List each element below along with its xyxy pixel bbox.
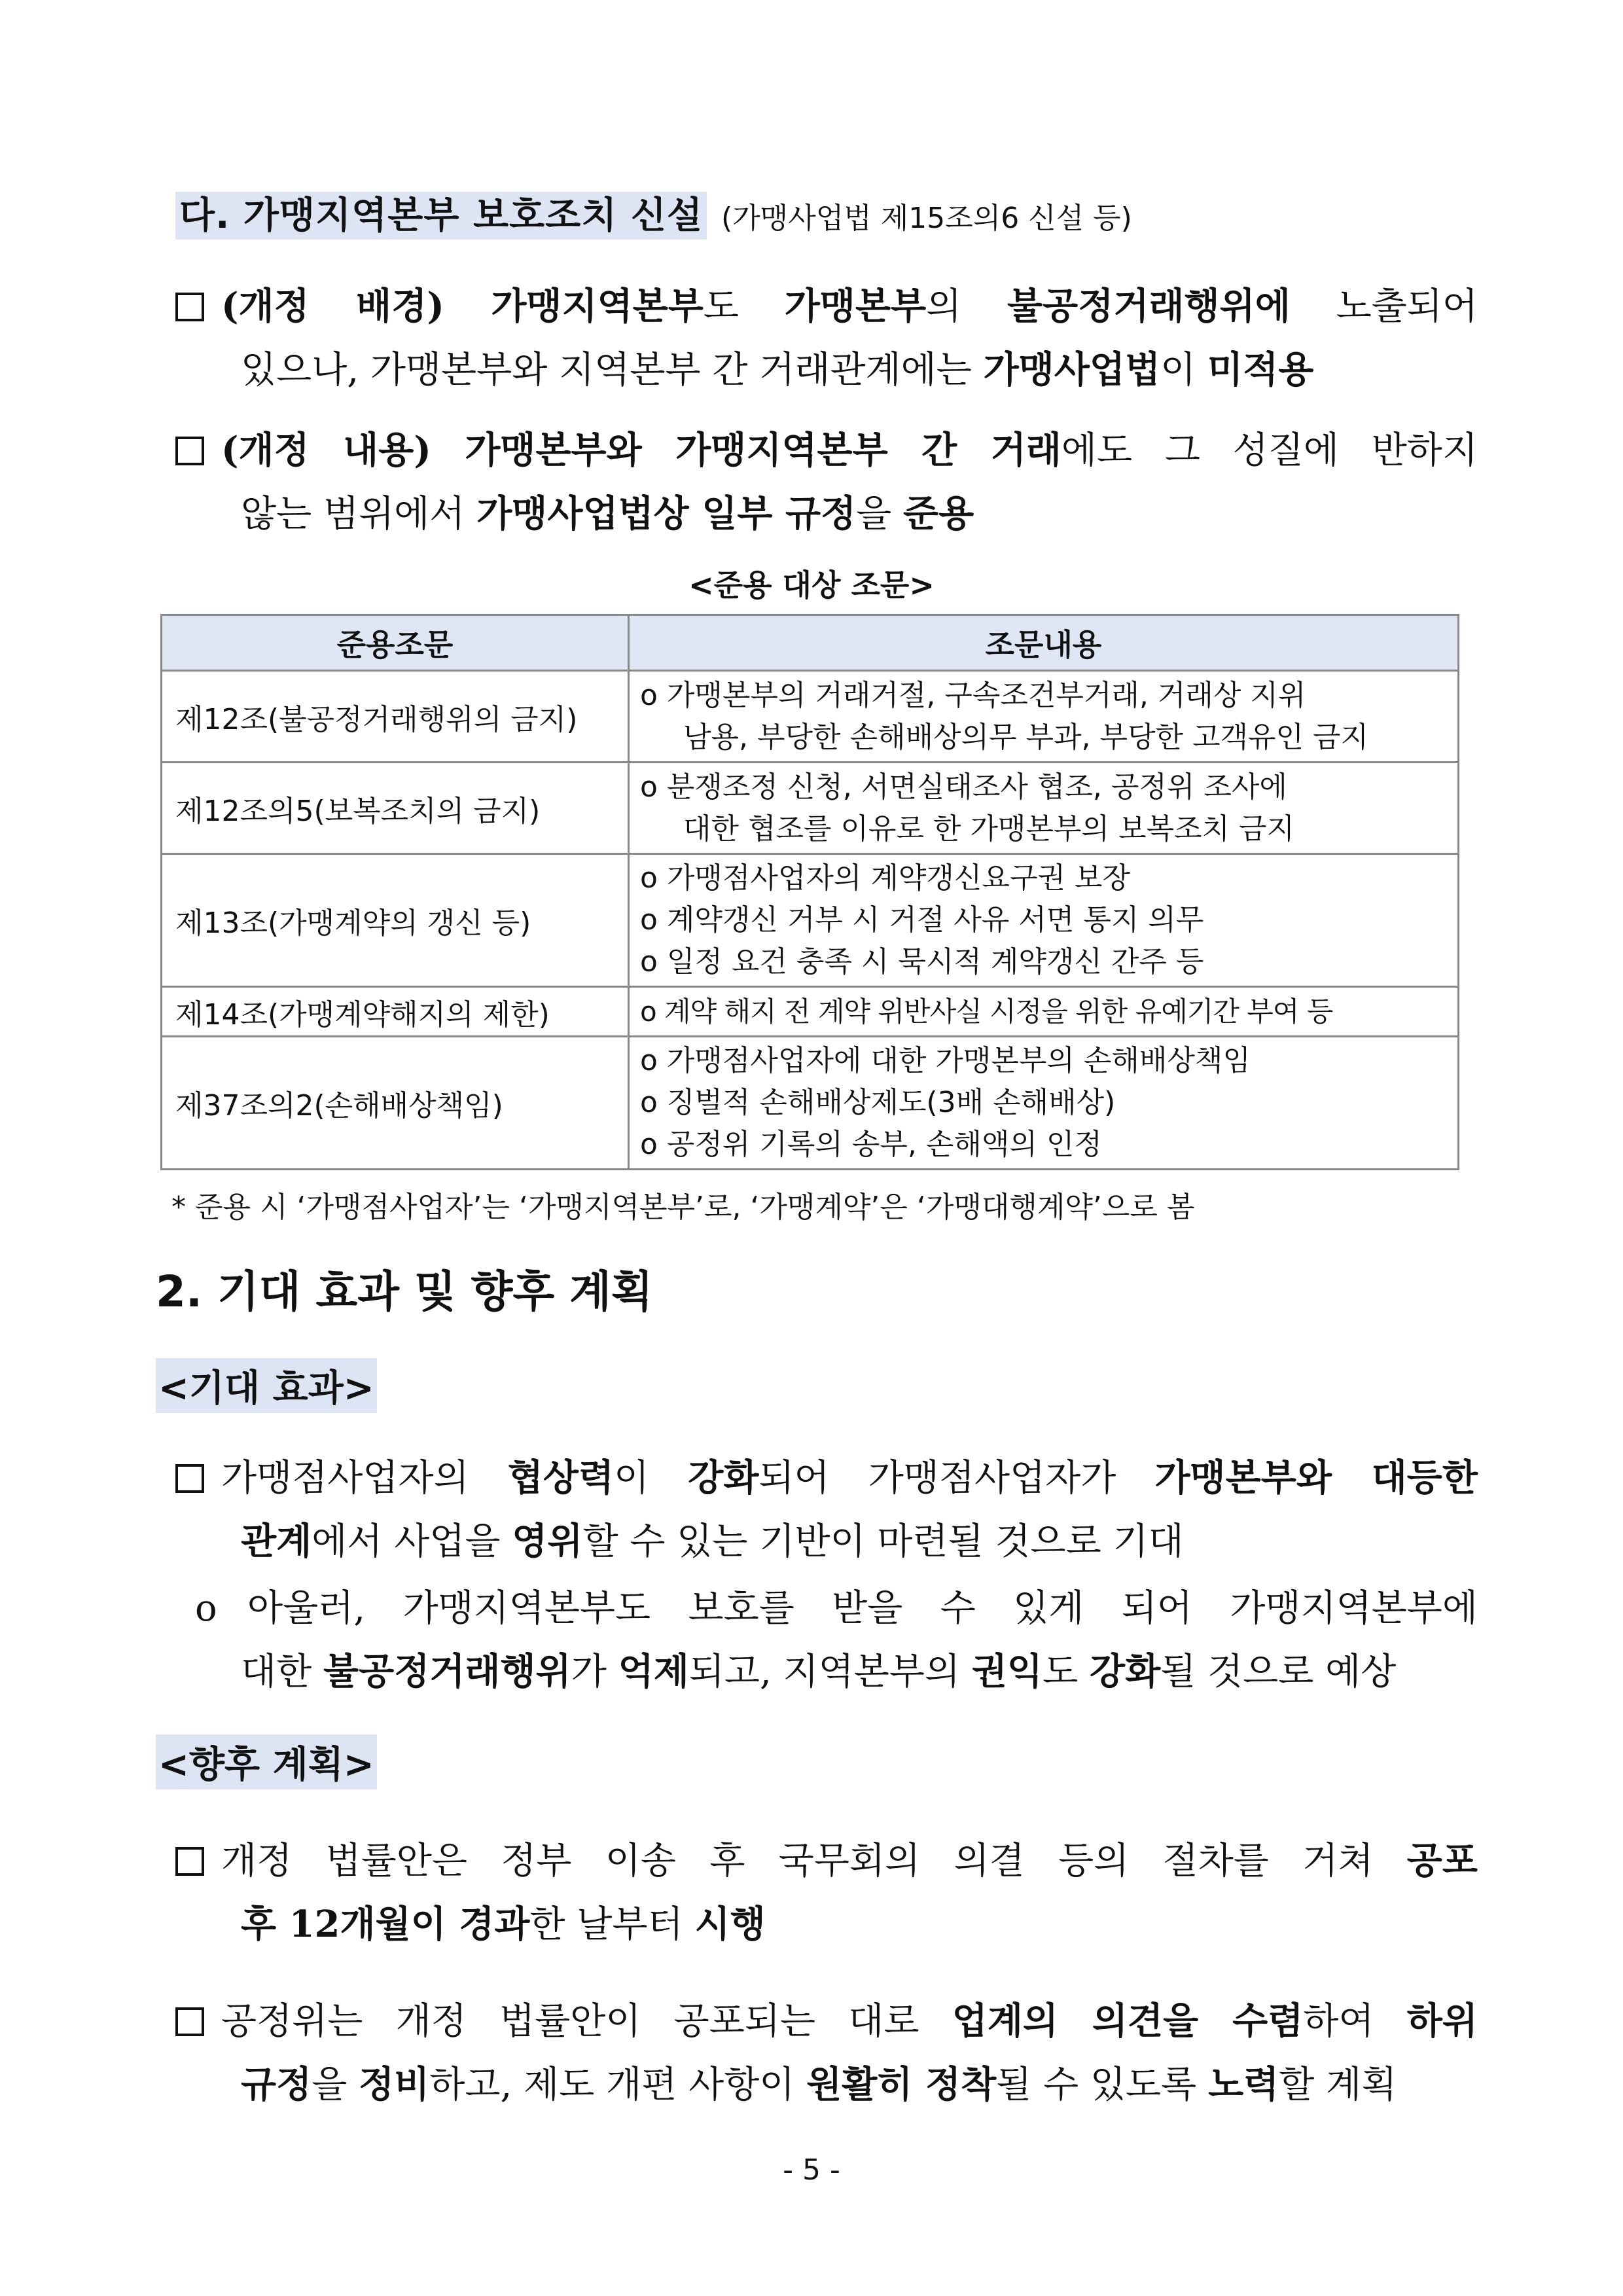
plans-paragraph-1: 개정 법률안은 정부 이송 후 국무회의 의결 등의 절차를 거쳐 공포 후 12개월이 경과한 날부터 시행: [175, 1829, 1478, 1956]
section-title: [175, 187, 1132, 249]
table-row: [162, 1037, 1459, 1170]
table-row: [162, 987, 1459, 1037]
effects-paragraph: 가맹점사업자의 협상력이 강화되어 가맹점사업자가 가맹본부와 대등한 관계에서 사업을 영위할 수 있는 기반이 마련될 것으로 기대: [175, 1446, 1478, 1573]
content-cell: o 가맹본부의 거래거절, 구속조건부거래, 거래상 지위 남용, 부당한 손해배상의무 부과, 부당한 고객유인 금지: [629, 671, 1459, 762]
table-row: [162, 854, 1459, 987]
article-cell: 제14조(가맹계약해지의 제한): [162, 987, 629, 1037]
header-content: 조문내용: [629, 615, 1459, 671]
checkbox-square-icon: [175, 1464, 204, 1493]
article-cell: 제13조(가맹계약의 갱신 등): [162, 854, 629, 987]
reference-table: [160, 614, 1459, 1170]
header-article: 준용조문: [162, 615, 629, 671]
table-row: [162, 671, 1459, 762]
table-caption: <준용 대상 조문>: [688, 567, 935, 603]
plans-paragraph-2: 공정위는 개정 법률안이 공포되는 대로 업계의 의견을 수렴하여 하위 규정을 정비하고, 제도 개편 사항이 원활히 정착될 수 있도록 노력할 계획: [175, 1990, 1478, 2117]
table-footnote: * 준용 시 ‘가맹점사업자’는 ‘가맹지역본부’로, ‘가맹계약’은 ‘가맹대행계약’으로 봄: [171, 1191, 1195, 1224]
subheading-plans: <향후 계획>: [156, 1734, 377, 1789]
section-heading-2: 2. 기대 효과 및 향후 계획: [156, 1266, 653, 1317]
section-heading: 다. 가맹지역본부 보호조치 신설: [175, 192, 707, 240]
content-cell: o 계약 해지 전 계약 위반사실 시정을 위한 유예기간 부여 등: [629, 987, 1459, 1037]
effects-subparagraph: o 아울러, 가맹지역본부도 보호를 받을 수 있게 되어 가맹지역본부에 대한 불공정거래행위가 억제되고, 지역본부의 권익도 강화될 것으로 예상: [175, 1577, 1478, 1704]
subheading-effects: <기대 효과>: [156, 1358, 377, 1413]
bullet-content: (개정 내용) 가맹본부와 가맹지역본부 간 거래에도 그 성질에 반하지 않는 범위에서 가맹사업법상 일부 규정을 준용: [175, 419, 1478, 546]
checkbox-square-icon: [175, 2007, 204, 2036]
article-cell: 제12조의5(보복조치의 금지): [162, 762, 629, 854]
section-note: (가맹사업법 제15조의6 신설 등): [721, 202, 1132, 235]
checkbox-square-icon: [175, 293, 204, 321]
checkbox-square-icon: [175, 1847, 204, 1876]
table-row: [162, 762, 1459, 854]
content-cell: o 가맹점사업자의 계약갱신요구권 보장 o 계약갱신 거부 시 거절 사유 서면 통지 의무 o 일정 요건 충족 시 묵시적 계약갱신 간주 등: [629, 854, 1459, 987]
circle-bullet-icon: o: [195, 1587, 217, 1630]
article-cell: 제12조(불공정거래행위의 금지): [162, 671, 629, 762]
article-cell: 제37조의2(손해배상책임): [162, 1037, 629, 1170]
table-header-row: [162, 615, 1459, 671]
content-cell: o 가맹점사업자에 대한 가맹본부의 손해배상책임 o 징벌적 손해배상제도(3배 손해배상) o 공정위 기록의 송부, 손해액의 인정: [629, 1037, 1459, 1170]
checkbox-square-icon: [175, 437, 204, 465]
content-cell: o 분쟁조정 신청, 서면실태조사 협조, 공정위 조사에 대한 협조를 이유로 한 가맹본부의 보복조치 금지: [629, 762, 1459, 854]
page-number: - 5 -: [783, 2153, 840, 2187]
bullet-background: (개정 배경) 가맹지역본부도 가맹본부의 불공정거래행위에 노출되어 있으나, 가맹본부와 지역본부 간 거래관계에는 가맹사업법이 미적용: [175, 275, 1478, 402]
